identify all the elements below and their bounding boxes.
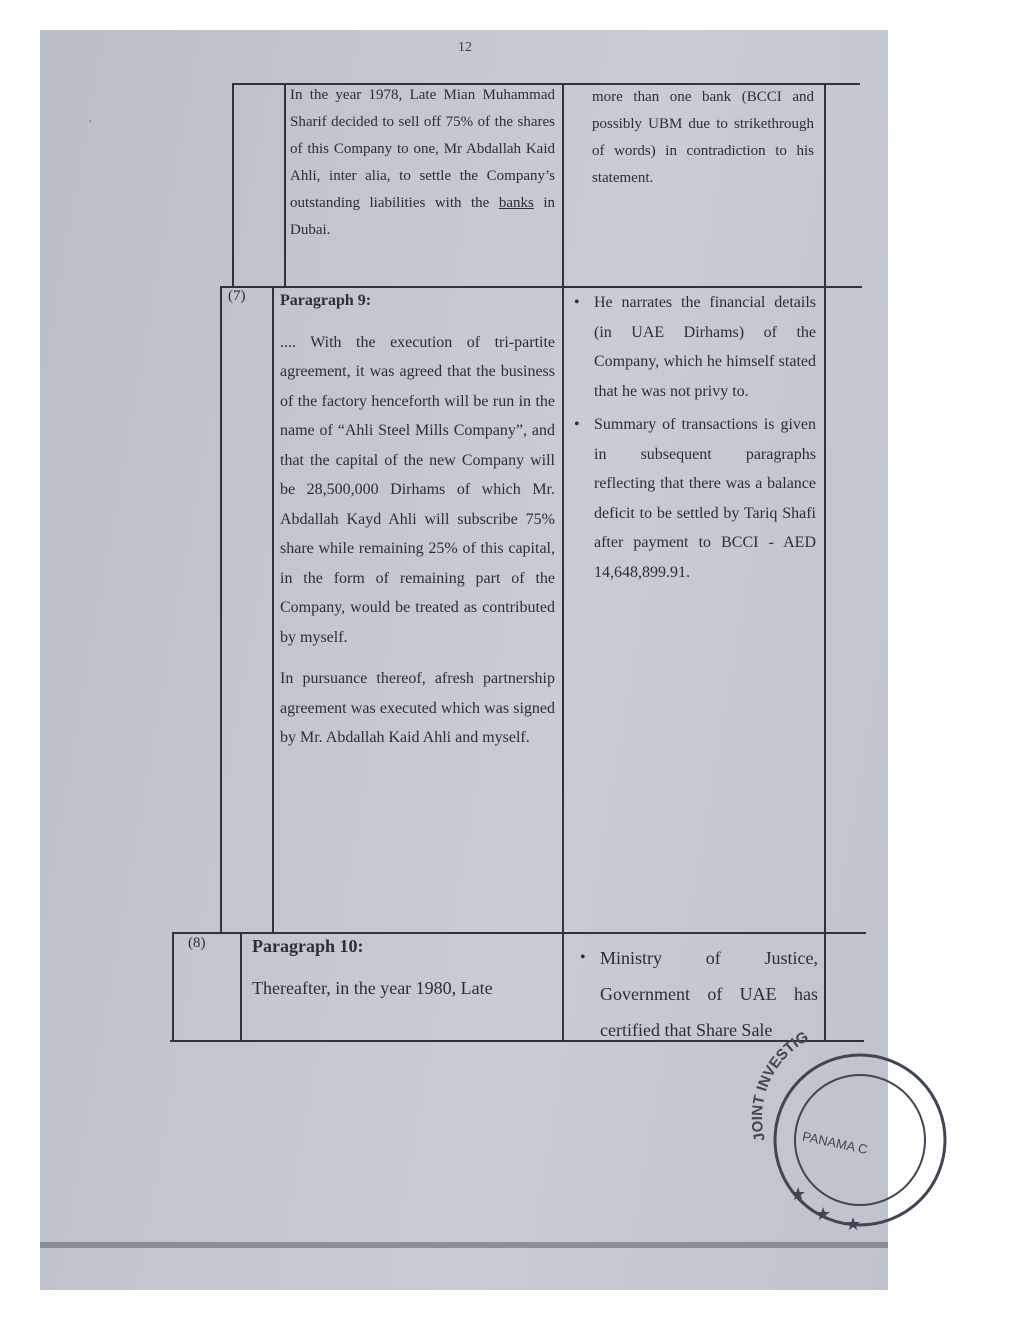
table-left-border-mid [220,286,222,932]
middle-column-divider [562,83,564,1042]
previous-row-left-cell [290,82,555,244]
number-column-divider-lower [240,932,242,1042]
stamp-outer-text: JOINT INVESTIG [748,1028,812,1143]
stamp-star-2: ★ [815,1204,832,1224]
right-cell-text: more than one bank (BCCI and possibly UBM due to strikethrough of words) in contradiction to his statement. [592,89,814,186]
row-8-number: (8) [188,935,206,951]
table-left-border-lower [172,932,174,1042]
stamp-star-1: ★ [790,1184,807,1204]
left-cell-text-banks: banks [498,195,534,211]
row-8-para-1: Thereafter, in the year 1980, Late [252,977,493,998]
stamp-inner-text: PANAMA C [800,1128,869,1158]
left-cell-text-1: In the year 1978, Late Mian Muhammad Sharif decided to sell off 75% of the shares of this Company to one, Mr Abdallah Kaid Ahli, inter alia, to settle the Company’s outstanding liabilities with the [290,87,555,211]
row-7-bullet-2: • Summary of transactions is given in subsequent paragraphs reflecting that there was a balance deficit to be settled by Tariq Shafi after payment to BCCI - AED 14,648,899.91. [594,410,816,587]
row-8-heading: Paragraph 10: [252,936,364,956]
row-7-para-1: .... With the execution of tri-partite agreement, it was agreed that the business of the factory henceforth will be run in the name of “Ahli Steel Mills Company”, and that the capital of the new Company will be 28,500,000 Dirhams of which Mr. Abdallah Kayd Ahli will subscribe 75% share while remaining 25% of this capital, in the form of remaining part of the Company, would be treated as contributed by myself. [280,333,555,646]
previous-row-right-cell [592,84,814,192]
table-left-border-upper [232,83,234,286]
number-column-divider [284,83,286,286]
table-right-border [824,83,826,1042]
left-cell-text-3: in Dubai. [290,195,555,238]
row-7-right-cell [572,288,816,591]
row-7-bullets [572,288,816,587]
number-column-divider-mid [272,286,274,932]
row-7-bullet-1: • He narrates the financial details (in UAE Dirhams) of the Company, which he himself stated that he was not privy to. [594,288,816,406]
page-number: 12 [458,40,472,55]
row-8-bullet-1: • Ministry of Justice, Government of UAE has certified that Share Sale [600,940,818,1048]
row-8-left-cell [252,932,557,1015]
official-stamp [735,1025,965,1255]
row-7-para-2: In pursuance thereof, afresh partnership agreement was executed which was signed by Mr. Abdallah Kaid Ahli and myself. [280,670,555,746]
row-7-number: (7) [228,288,246,304]
margin-mark: · [88,115,93,130]
stamp-star-3: ★ [845,1214,862,1234]
row-7-left-cell [280,286,555,765]
row-7-heading: Paragraph 9: [280,292,372,309]
